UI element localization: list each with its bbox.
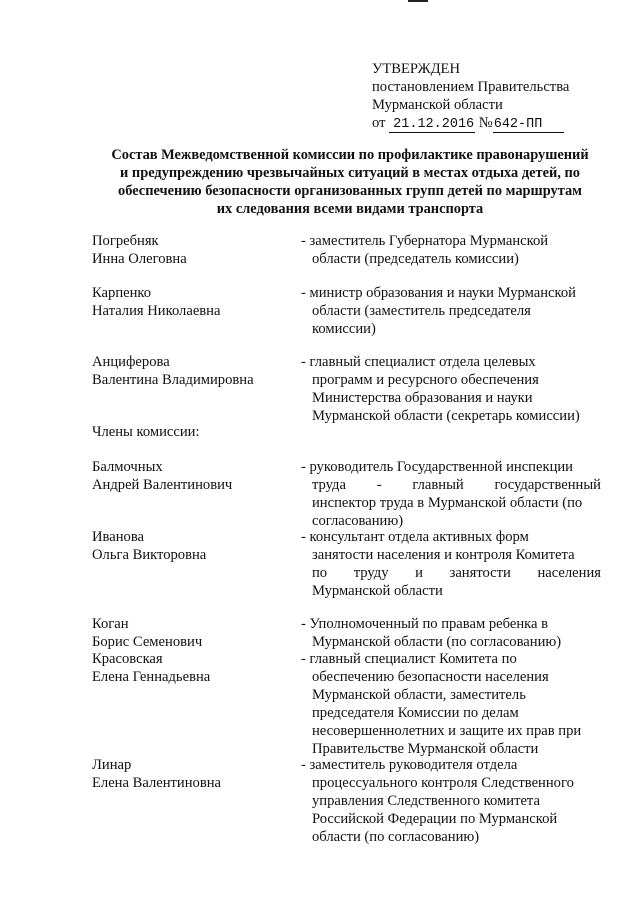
role-line: председателя Комиссии по делам (312, 705, 519, 721)
role-line: согласованию) (312, 513, 404, 529)
role-line: - заместитель руководителя отдела (301, 757, 518, 773)
role-line: - главный специалист отдела целевых (301, 354, 536, 370)
member-role (301, 284, 601, 338)
member-name (92, 353, 292, 389)
role-line: - главный специалист Комитета по (301, 651, 517, 667)
member-role (301, 458, 601, 530)
role-line: инспектор труда в Мурманской области (по (312, 495, 583, 511)
members-section-label: Члены комиссии: (92, 424, 200, 440)
member-surname: Коган (92, 616, 129, 632)
role-line: Мурманской области, заместитель (312, 687, 526, 703)
member-surname: Анциферова (92, 354, 170, 370)
role-line: управления Следственного комитета (312, 793, 540, 809)
member-role (301, 353, 601, 425)
approval-stamp (372, 60, 632, 133)
role-line: - руководитель Государственной инспекции (301, 459, 573, 475)
member-surname: Линар (92, 757, 132, 773)
role-word: и (415, 565, 423, 581)
member-surname: Красовская (92, 651, 163, 667)
member-given-name: Андрей Валентинович (92, 477, 233, 493)
member-given-name: Инна Олеговна (92, 251, 187, 267)
member-given-name: Елена Валентиновна (92, 775, 221, 791)
member-name (92, 528, 292, 564)
member-role (301, 615, 601, 651)
role-line: Министерства образования и науки (312, 390, 533, 406)
date-prefix: от (372, 115, 386, 131)
role-line: обеспечению безопасности населения (312, 669, 549, 685)
member-given-name: Елена Геннадьевна (92, 669, 211, 685)
member-surname: Иванова (92, 529, 144, 545)
title-line: и предупреждению чрезвычайных ситуаций в местах отдыха детей, по (120, 165, 580, 181)
role-line: процессуального контроля Следственного (312, 775, 574, 791)
member-role (301, 756, 601, 846)
role-line: занятости населения и контроля Комитета (312, 547, 575, 563)
role-line: области (заместитель председателя (312, 303, 531, 319)
role-line: комиссии) (312, 321, 376, 337)
member-given-name: Борис Семенович (92, 634, 203, 650)
role-line: Мурманской области (312, 583, 443, 599)
member-given-name: Ольга Викторовна (92, 547, 207, 563)
member-surname: Балмочных (92, 459, 163, 475)
member-role (301, 528, 601, 600)
role-line: - заместитель Губернатора Мурманской (301, 233, 549, 249)
role-word: - (376, 477, 382, 493)
approval-number: 642-ПП (493, 117, 564, 133)
member-surname: Погребняк (92, 233, 159, 249)
role-line: программ и ресурсного обеспечения (312, 372, 539, 388)
role-line-justified (301, 564, 601, 582)
role-line: - министр образования и науки Мурманской (301, 285, 576, 301)
approval-heading: УТВЕРЖДЕН (372, 61, 460, 77)
role-word: государственный (494, 477, 601, 493)
role-line: области (председатель комиссии) (312, 251, 519, 267)
member-role (301, 232, 601, 268)
approval-date-line (372, 114, 632, 133)
member-name (92, 756, 292, 792)
role-word: занятости (449, 565, 511, 581)
number-prefix: № (478, 115, 493, 131)
role-word: главный (412, 477, 464, 493)
role-line: Мурманской области (секретарь комиссии) (312, 408, 580, 424)
member-surname: Карпенко (92, 285, 152, 301)
title-line: Состав Межведомственной комиссии по профилактике правонарушений (111, 147, 589, 163)
member-name (92, 615, 292, 651)
role-line: Российской Федерации по Мурманской (312, 811, 558, 827)
document-title (60, 146, 640, 218)
page-top-mark (408, 0, 428, 2)
role-line: Мурманской области (по согласованию) (312, 634, 562, 650)
role-word: труда (312, 477, 346, 493)
approval-date: 21.12.2016 (389, 117, 475, 133)
role-word: по (312, 565, 328, 581)
role-word: труду (353, 565, 389, 581)
role-line: области (по согласованию) (312, 829, 480, 845)
member-name (92, 650, 292, 686)
role-word: населения (537, 565, 601, 581)
role-line: Правительстве Мурманской области (312, 741, 539, 757)
title-line: обеспечению безопасности организованных групп детей по маршрутам (118, 183, 582, 199)
approval-line-1: постановлением Правительства (372, 79, 570, 95)
approval-line-2: Мурманской области (372, 97, 503, 113)
role-line: - консультант отдела активных форм (301, 529, 529, 545)
member-role (301, 650, 601, 758)
role-line-justified (301, 476, 601, 494)
title-line: их следования всеми видами транспорта (216, 201, 484, 217)
member-name (92, 458, 292, 494)
role-line: несовершеннолетних и защите их прав при (312, 723, 582, 739)
member-name (92, 232, 292, 268)
member-given-name: Валентина Владимировна (92, 372, 254, 388)
member-given-name: Наталия Николаевна (92, 303, 221, 319)
member-name (92, 284, 292, 320)
role-line: - Уполномоченный по правам ребенка в (301, 616, 549, 632)
